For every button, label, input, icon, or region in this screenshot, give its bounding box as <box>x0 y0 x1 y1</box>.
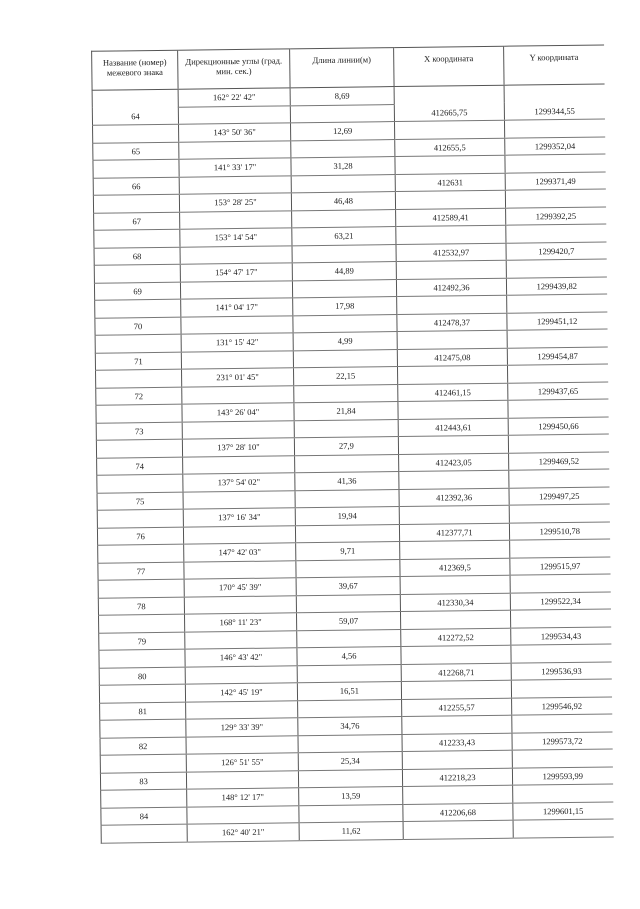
point-name-cell: 83 <box>100 772 186 791</box>
point-name-cell: 71 <box>95 352 181 371</box>
point-name-cell: 64 <box>92 107 178 126</box>
empty-cell <box>400 575 510 594</box>
y-coordinate-cell: 1299344,55 <box>504 102 604 121</box>
empty-cell <box>508 399 608 418</box>
empty-cell <box>292 244 396 263</box>
point-name-cell: 70 <box>95 317 181 336</box>
angle-cell: 162° 40' 21" <box>187 823 299 842</box>
empty-cell <box>95 334 181 353</box>
x-coordinate-cell: 412218,23 <box>402 768 512 787</box>
empty-cell <box>298 769 402 788</box>
y-coordinate-cell: 1299522,34 <box>510 591 610 610</box>
length-cell: 8,69 <box>290 87 394 106</box>
empty-cell <box>507 329 607 348</box>
empty-cell <box>298 734 402 753</box>
x-coordinate-cell: 412478,37 <box>397 313 507 332</box>
angle-cell: 143° 50' 36" <box>179 123 291 142</box>
angle-cell: 142° 45' 19" <box>185 683 297 702</box>
empty-cell <box>186 770 298 789</box>
empty-cell <box>398 435 508 454</box>
empty-cell <box>511 644 611 663</box>
empty-cell <box>402 750 512 769</box>
empty-cell <box>96 369 182 388</box>
empty-cell <box>396 260 506 279</box>
point-name-cell: 72 <box>96 387 182 406</box>
length-cell: 46,48 <box>291 192 395 211</box>
empty-cell <box>510 539 610 558</box>
length-cell: 17,98 <box>293 297 397 316</box>
empty-cell <box>292 209 396 228</box>
empty-cell <box>506 259 606 278</box>
length-cell: 11,62 <box>299 822 403 841</box>
length-cell: 31,28 <box>291 157 395 176</box>
y-coordinate-cell: 1299439,82 <box>506 276 606 295</box>
y-coordinate-cell: 1299450,66 <box>508 416 608 435</box>
empty-cell <box>505 154 605 173</box>
empty-cell <box>183 525 295 544</box>
x-coordinate-cell: 412423,05 <box>399 453 509 472</box>
empty-cell <box>187 805 299 824</box>
point-name-cell: 65 <box>93 142 179 161</box>
angle-cell: 153° 28' 25" <box>179 193 291 212</box>
empty-cell <box>403 785 513 804</box>
empty-cell <box>182 420 294 439</box>
angle-cell: 147° 42' 03" <box>184 543 296 562</box>
x-coordinate-cell: 412377,71 <box>399 523 509 542</box>
length-cell: 25,34 <box>298 752 402 771</box>
empty-cell <box>513 819 613 838</box>
length-cell: 27,9 <box>294 437 398 456</box>
y-coordinate-cell: 1299420,7 <box>506 241 606 260</box>
angle-cell: 137° 28' 10" <box>182 438 294 457</box>
empty-cell <box>507 294 607 313</box>
angle-cell: 154° 47' 17" <box>180 263 292 282</box>
empty-cell <box>181 315 293 334</box>
x-coordinate-cell: 412233,43 <box>402 733 512 752</box>
empty-cell <box>509 504 609 523</box>
empty-cell <box>398 400 508 419</box>
empty-cell <box>296 559 400 578</box>
empty-cell <box>297 664 401 683</box>
empty-cell <box>295 454 399 473</box>
empty-cell <box>95 299 181 318</box>
empty-cell <box>403 820 513 839</box>
point-name-cell: 79 <box>99 632 185 651</box>
point-name-cell: 67 <box>94 212 180 231</box>
empty-cell <box>294 384 398 403</box>
x-coordinate-cell: 412206,68 <box>403 803 513 822</box>
y-coordinate-cell: 1299469,52 <box>509 451 609 470</box>
length-cell: 19,94 <box>295 507 399 526</box>
empty-cell <box>292 279 396 298</box>
y-coordinate-cell: 1299515,97 <box>510 556 610 575</box>
empty-cell <box>506 224 606 243</box>
empty-cell <box>504 119 604 138</box>
empty-cell <box>509 469 609 488</box>
y-coordinate-cell: 1299536,93 <box>511 661 611 680</box>
angle-cell: 170° 45' 39" <box>184 578 296 597</box>
length-cell: 9,71 <box>296 542 400 561</box>
length-cell: 4,99 <box>293 332 397 351</box>
angle-cell: 137° 54' 02" <box>183 473 295 492</box>
x-coordinate-cell: 412255,57 <box>402 698 512 717</box>
empty-cell <box>401 645 511 664</box>
empty-cell <box>508 434 608 453</box>
x-coordinate-cell: 412655,5 <box>395 138 505 157</box>
x-coordinate-cell: 412369,5 <box>400 558 510 577</box>
empty-cell <box>99 684 185 703</box>
header-y: Y координата <box>504 45 604 85</box>
empty-cell <box>184 595 296 614</box>
empty-cell <box>295 524 399 543</box>
angle-cell: 148° 12' 17" <box>187 788 299 807</box>
angle-cell: 131° 15' 42" <box>181 333 293 352</box>
empty-cell <box>183 455 295 474</box>
empty-cell <box>93 124 179 143</box>
y-coordinate-cell: 1299451,12 <box>507 311 607 330</box>
empty-cell <box>296 594 400 613</box>
empty-cell <box>400 610 510 629</box>
angle-cell: 231° 01' 45" <box>182 368 294 387</box>
length-cell: 63,21 <box>292 227 396 246</box>
point-name-cell: 80 <box>99 667 185 686</box>
empty-cell <box>293 314 397 333</box>
empty-cell <box>399 505 509 524</box>
empty-cell <box>185 630 297 649</box>
angle-cell: 143° 26' 04" <box>182 403 294 422</box>
empty-cell <box>512 714 612 733</box>
empty-cell <box>397 365 507 384</box>
y-coordinate-cell: 1299601,15 <box>513 801 613 820</box>
length-cell: 13,59 <box>299 787 403 806</box>
empty-cell <box>186 700 298 719</box>
point-name-cell: 82 <box>100 737 186 756</box>
empty-cell <box>291 174 395 193</box>
empty-cell <box>397 330 507 349</box>
x-coordinate-cell: 412475,08 <box>397 348 507 367</box>
y-coordinate-cell: 1299534,43 <box>511 626 611 645</box>
empty-cell <box>399 470 509 489</box>
empty-cell <box>185 665 297 684</box>
empty-cell <box>295 489 399 508</box>
empty-cell <box>511 679 611 698</box>
length-cell: 34,76 <box>298 717 402 736</box>
empty-cell <box>299 804 403 823</box>
y-coordinate-cell: 1299510,78 <box>509 521 609 540</box>
empty-cell <box>297 629 401 648</box>
empty-cell <box>98 544 184 563</box>
empty-cell <box>93 194 179 213</box>
y-coordinate-cell: 1299371,49 <box>505 171 605 190</box>
angle-cell: 126° 51' 55" <box>186 753 298 772</box>
x-coordinate-cell: 412461,15 <box>398 383 508 402</box>
x-coordinate-cell: 412268,71 <box>401 663 511 682</box>
empty-cell <box>180 245 292 264</box>
empty-cell <box>510 574 610 593</box>
empty-cell <box>178 105 290 124</box>
point-name-cell: 69 <box>94 282 180 301</box>
empty-cell <box>395 190 505 209</box>
length-cell: 41,36 <box>295 472 399 491</box>
empty-cell <box>395 155 505 174</box>
length-cell: 12,69 <box>291 122 395 141</box>
empty-cell <box>183 490 295 509</box>
header-angle: Дирекционные углы (град. мин. сек.) <box>178 49 290 89</box>
empty-cell <box>180 210 292 229</box>
empty-cell <box>513 784 613 803</box>
point-name-cell: 73 <box>96 422 182 441</box>
x-coordinate-cell: 412272,52 <box>401 628 511 647</box>
empty-cell <box>97 474 183 493</box>
empty-cell <box>181 350 293 369</box>
empty-cell <box>512 749 612 768</box>
y-coordinate-cell: 1299392,25 <box>506 206 606 225</box>
header-length: Длина линии(м) <box>290 48 394 88</box>
x-coordinate-cell: 412392,36 <box>399 488 509 507</box>
empty-cell <box>401 680 511 699</box>
empty-cell <box>291 139 395 158</box>
length-cell: 21,84 <box>294 402 398 421</box>
table-header-row <box>92 45 604 90</box>
empty-cell <box>101 824 187 843</box>
point-name-cell: 77 <box>98 562 184 581</box>
empty-cell <box>400 540 510 559</box>
empty-cell <box>298 699 402 718</box>
angle-cell: 153° 14' 54" <box>180 228 292 247</box>
angle-cell: 129° 33' 39" <box>186 718 298 737</box>
angle-cell: 146° 43' 42" <box>185 648 297 667</box>
x-coordinate-cell: 412532,97 <box>396 243 506 262</box>
x-coordinate-cell: 412443,61 <box>398 418 508 437</box>
empty-cell <box>99 649 185 668</box>
empty-cell <box>186 735 298 754</box>
boundary-coordinates-table <box>91 45 613 844</box>
header-name: Название (номер) межевого знака <box>92 50 178 90</box>
y-coordinate-cell: 1299454,87 <box>507 346 607 365</box>
empty-cell <box>394 120 504 139</box>
x-coordinate-cell: 412330,34 <box>400 593 510 612</box>
y-coordinate-cell: 1299352,04 <box>505 136 605 155</box>
empty-cell <box>402 715 512 734</box>
empty-cell <box>100 719 186 738</box>
point-name-cell: 81 <box>100 702 186 721</box>
empty-cell <box>96 439 182 458</box>
point-name-cell: 84 <box>101 807 187 826</box>
point-name-cell: 75 <box>97 492 183 511</box>
y-coordinate-cell: 1299437,65 <box>508 381 608 400</box>
empty-cell <box>182 385 294 404</box>
point-name-cell: 66 <box>93 177 179 196</box>
y-coordinate-cell: 1299497,25 <box>509 486 609 505</box>
empty-cell <box>100 754 186 773</box>
angle-cell: 168° 11' 23" <box>184 613 296 632</box>
x-coordinate-cell: 412589,41 <box>396 208 506 227</box>
empty-cell <box>179 175 291 194</box>
point-name-cell: 68 <box>94 247 180 266</box>
y-coordinate-cell: 1299573,72 <box>512 731 612 750</box>
empty-cell <box>180 280 292 299</box>
length-cell: 16,51 <box>297 682 401 701</box>
y-coordinate-cell: 1299593,99 <box>512 766 612 785</box>
empty-cell <box>96 404 182 423</box>
header-x: X координата <box>394 46 504 86</box>
empty-cell <box>99 614 185 633</box>
empty-cell <box>184 560 296 579</box>
angle-cell: 162° 22' 42" <box>178 88 290 107</box>
angle-cell: 141° 33' 17" <box>179 158 291 177</box>
empty-cell <box>397 295 507 314</box>
empty-cell <box>294 419 398 438</box>
empty-cell <box>101 789 187 808</box>
empty-cell <box>505 189 605 208</box>
empty-cell <box>97 509 183 528</box>
length-cell: 39,67 <box>296 577 400 596</box>
length-cell: 22,15 <box>293 367 397 386</box>
empty-cell <box>98 579 184 598</box>
point-name-cell: 78 <box>98 597 184 616</box>
empty-cell <box>396 225 506 244</box>
point-name-cell: 74 <box>97 457 183 476</box>
point-name-cell: 76 <box>97 527 183 546</box>
empty-cell <box>507 364 607 383</box>
y-coordinate-cell: 1299546,92 <box>512 696 612 715</box>
angle-cell: 137° 16' 34" <box>183 508 295 527</box>
x-coordinate-cell: 412665,75 <box>394 103 504 122</box>
length-cell: 44,89 <box>292 262 396 281</box>
empty-cell <box>290 104 394 123</box>
angle-cell: 141° 04' 17" <box>181 298 293 317</box>
length-cell: 59,07 <box>296 612 400 631</box>
empty-cell <box>94 264 180 283</box>
empty-cell <box>293 349 397 368</box>
empty-cell <box>510 609 610 628</box>
empty-cell <box>93 159 179 178</box>
empty-cell <box>179 140 291 159</box>
length-cell: 4,56 <box>297 647 401 666</box>
x-coordinate-cell: 412631 <box>395 173 505 192</box>
x-coordinate-cell: 412492,36 <box>396 278 506 297</box>
empty-cell <box>94 229 180 248</box>
